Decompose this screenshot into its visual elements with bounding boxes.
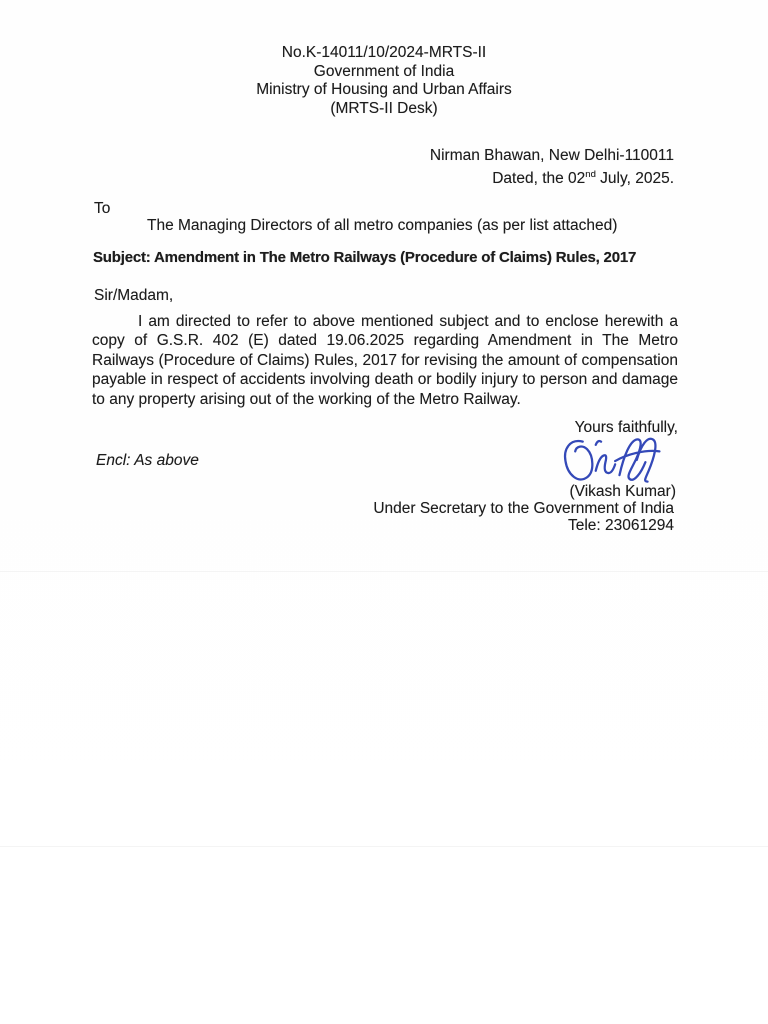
date-ordinal-superscript: nd bbox=[585, 168, 596, 180]
body-paragraph: I am directed to refer to above mentioned subject and to enclose herewith a copy of G.S.R. 402 (E) dated 19.06.2025 regarding Amendment in The Metro Railways (Procedure of Claims) Rules, 2017 for revising the amount of compensation payable in respect of accidents involving death or bodily injury to person and damage to any property arising out of the working of the Metro Railway. bbox=[92, 313, 678, 408]
reference-number: No.K-14011/10/2024-MRTS-II bbox=[281, 44, 487, 61]
ministry-name: Ministry of Housing and Urban Affairs bbox=[256, 81, 512, 99]
enclosure-note: Encl: As above bbox=[96, 452, 199, 469]
desk-name: (MRTS-II Desk) bbox=[330, 99, 438, 117]
date-prefix: Dated, the 02 bbox=[492, 169, 586, 187]
valediction: Yours faithfully, bbox=[574, 419, 678, 436]
salutation: Sir/Madam, bbox=[94, 287, 174, 304]
recipient-line: The Managing Directors of all metro companies (as per list attached) bbox=[147, 217, 618, 234]
date-suffix: July, 2025. bbox=[595, 169, 674, 187]
date-line bbox=[430, 166, 674, 189]
subject-line: Subject: Amendment in The Metro Railways (Procedure of Claims) Rules, 2017 bbox=[93, 249, 637, 266]
sender-address: Nirman Bhawan, New Delhi-110011 bbox=[429, 147, 674, 164]
signatory-designation: Under Secretary to the Government of India bbox=[373, 500, 674, 517]
org-name: Government of India bbox=[313, 62, 455, 80]
letterhead-block bbox=[0, 44, 768, 118]
signatory-phone: Tele: 23061294 bbox=[567, 517, 674, 534]
signatory-name: (Vikash Kumar) bbox=[569, 483, 676, 500]
fold-line-upper bbox=[0, 571, 768, 572]
signature-scribble bbox=[558, 433, 668, 487]
to-label: To bbox=[94, 200, 111, 217]
signature-icon bbox=[558, 433, 668, 487]
dateline-block bbox=[430, 147, 674, 189]
fold-line-lower bbox=[0, 846, 768, 847]
